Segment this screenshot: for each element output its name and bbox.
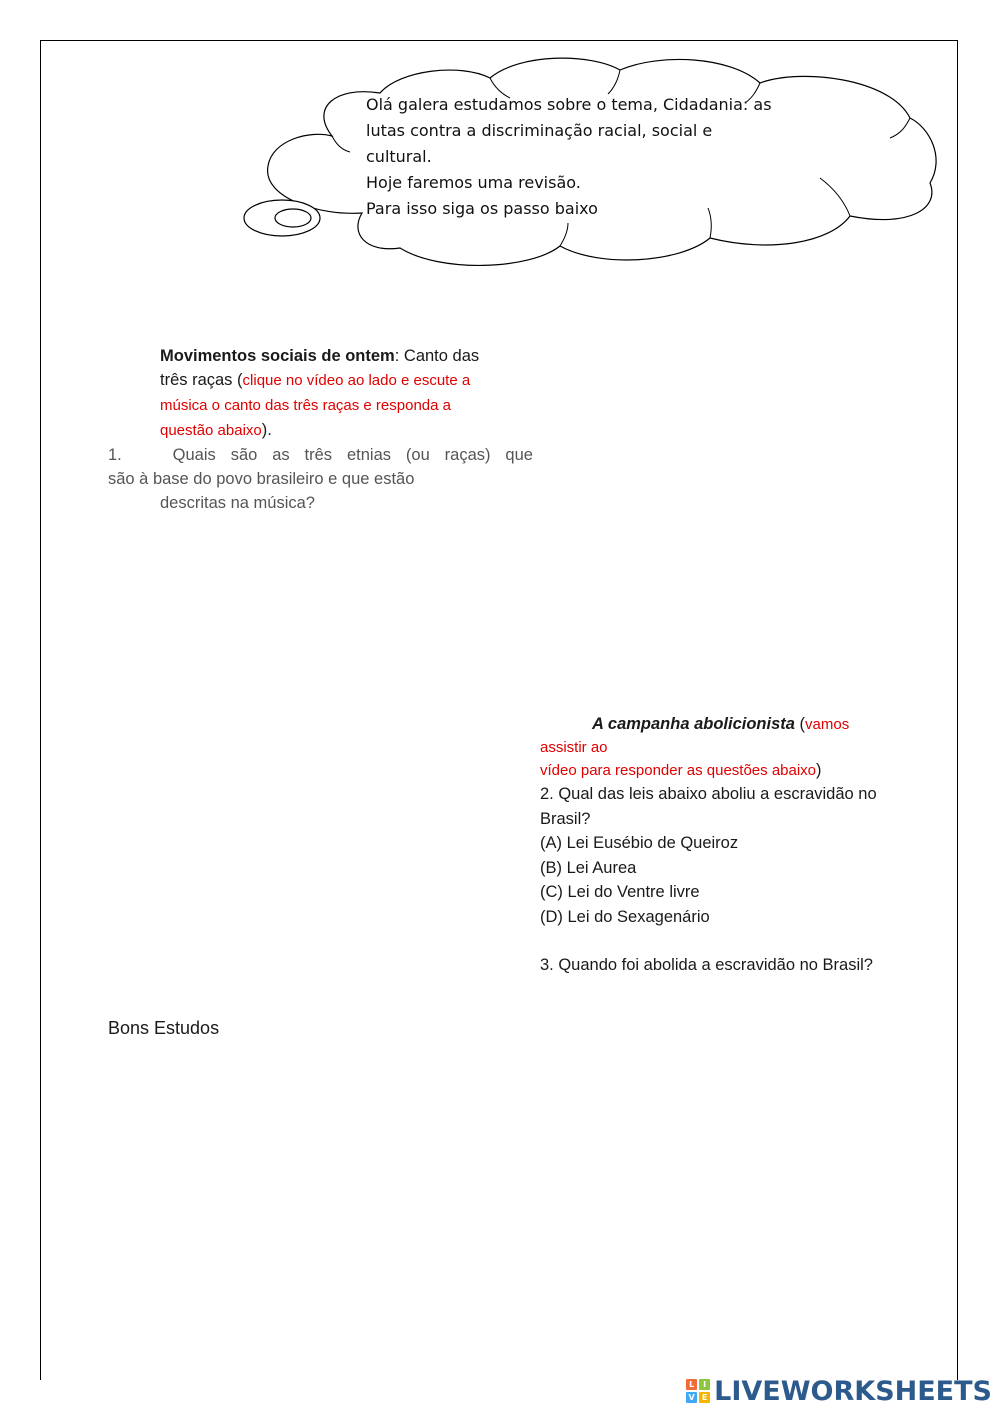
cloud-line: lutas contra a discriminação racial, social e [366,121,713,140]
question-3: 3. Quando foi abolida a escravidão no Brasil? [540,956,873,974]
cloud-line: Hoje faremos uma revisão. [366,173,581,192]
cloud-text [366,92,806,222]
section-social-movements [108,344,533,515]
section1-red-line: questão abaixo). [160,421,272,439]
option-d: (D) Lei do Sexagenário [540,907,710,926]
section2-red-line: vídeo para responder as questões abaixo) [540,760,822,779]
section1-red-line: música o canto das três raças e responda a [160,397,451,414]
section1-title [108,344,533,368]
instruction-red: clique no vídeo ao lado e escute a [242,372,471,389]
logo-letter: I [699,1379,710,1390]
option-a: (A) Lei Eusébio de Queiroz [540,834,739,852]
logo-letter: V [686,1392,697,1403]
cloud-line: Olá galera estudamos sobre o tema, Cidadania: as [366,95,772,114]
question-1-line3: descritas na música? [160,494,315,512]
cloud-line: Para isso siga os passo baixo [366,199,598,218]
section1-title-bold: Movimentos sociais de ontem [160,347,395,365]
brand-name: LIVEWORKSHEETS [714,1375,992,1407]
section1-line2: três raças (clique no vídeo ao lado e escute a [160,371,471,389]
section-abolitionist-campaign [540,712,930,978]
question-1-line2: são à base do povo brasileiro e que estão [108,470,415,488]
cloud-bubble-small [275,209,311,227]
option-b: (B) Lei Aurea [540,858,637,877]
logo-letter: L [686,1379,697,1390]
section2-red-line: assistir ao [540,738,608,756]
question-1: 1. Quais são as três etnias (ou raças) que [108,446,533,464]
option-c: (C) Lei do Ventre livre [540,883,700,901]
section2-title: A campanha abolicionista (vamos [592,715,850,733]
farewell-text: Bons Estudos [108,1018,220,1038]
question-2-line2: Brasil? [540,809,591,828]
spacer [540,929,930,953]
cloud-line: cultural. [366,147,432,166]
liveworksheets-brand[interactable] [686,1375,992,1407]
question-2: 2. Qual das leis abaixo aboliu a escravidão no [540,785,877,803]
logo-letter: E [699,1392,710,1403]
brand-logo-icon [686,1379,710,1403]
section1-title-rest: : Canto das [394,347,480,365]
